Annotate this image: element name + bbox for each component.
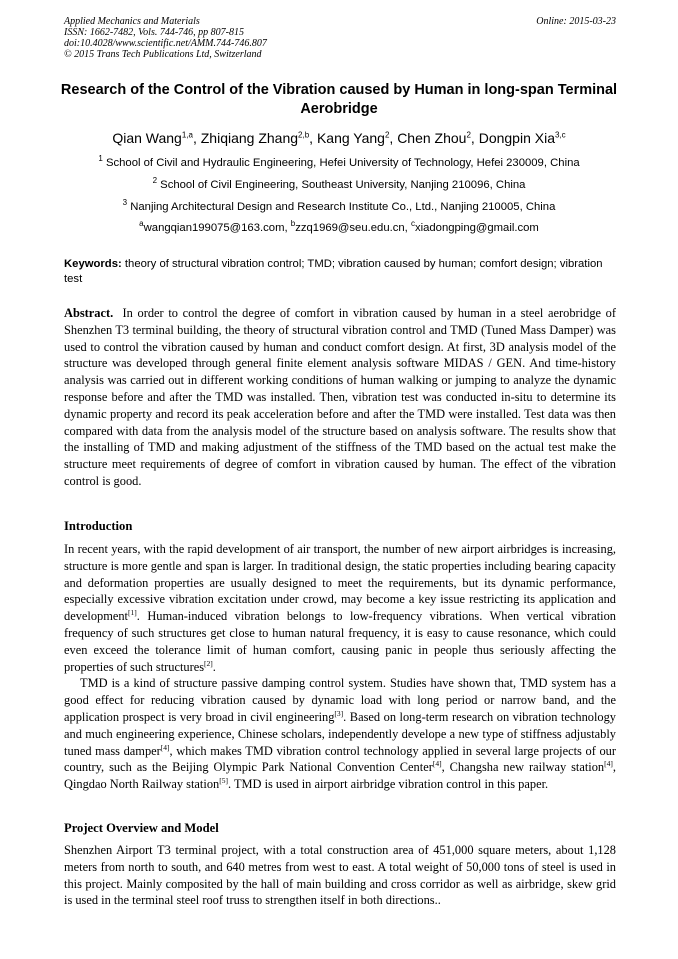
issn-line: ISSN: 1662-7482, Vols. 744-746, pp 807-815 — [64, 27, 244, 38]
affiliation — [0, 156, 678, 170]
citation[interactable]: [4] — [160, 742, 170, 752]
paragraph-text: , Changsha new railway station — [441, 760, 605, 775]
paragraph — [64, 541, 616, 675]
section-heading-introduction: Introduction — [64, 519, 133, 533]
paragraph-text: , which makes TMD vibration control technology applied in several large projects of our country, such as the Beijing Olympic Park National Convention Center — [64, 743, 616, 775]
journal-name: Applied Mechanics and Materials — [64, 16, 200, 27]
citation[interactable]: [1] — [128, 608, 137, 618]
copyright-line: © 2015 Trans Tech Publications Ltd, Switzerland — [64, 49, 262, 60]
author-name: Chen Zhou — [397, 130, 467, 146]
affiliation-text: School of Civil Engineering, Southeast University, Nanjing 210096, China — [160, 179, 526, 191]
affiliation — [0, 200, 678, 214]
author-list: Qian Wang$^{1,a}$, Zhiqiang Zhang$^{2,b}$, Kang Yang$^2$, Chen Zhou$^2$, Dongpin Xia$^{3,c}$ — [112, 130, 566, 146]
abstract — [64, 305, 616, 490]
paper-title: Research of the Control of the Vibration caused by Human in long-span Terminal Aerobridge — [60, 82, 618, 117]
paragraph-text: . Human-induced vibration belongs to low-frequency vibrations. When vertical vibration frequency of such structures get close to human natural frequency, it is easy to cause resonance, which could even exceed the tolerance limit of human comfort, causing panic in people thus seriously affecting the properties of such structures — [64, 609, 616, 674]
author-name: Qian Wang — [112, 130, 182, 146]
paragraph — [64, 675, 616, 793]
author-sup: 2,b — [298, 130, 310, 140]
author-name: Kang Yang — [316, 130, 385, 146]
keywords-text: theory of structural vibration control; TMD; vibration caused by human; comfort design; vibration test — [64, 258, 603, 285]
citation[interactable]: [2] — [204, 658, 213, 668]
introduction-body — [64, 541, 616, 793]
affiliation-sup: 3 — [122, 198, 128, 208]
author-sup: 1,a — [181, 130, 193, 140]
affiliation-text: School of Civil and Hydraulic Engineering, Hefei University of Technology, Hefei 230009, China — [105, 157, 580, 169]
keywords-label: Keywords: — [64, 258, 122, 270]
author-sup: 2 — [466, 130, 471, 140]
affiliation-sup: 2 — [152, 176, 158, 186]
paragraph-text: In recent years, with the rapid development of air transport, the number of new airport airbridges is increasing, structure is more gentle and span is larger. In traditional design, the static properties including bearing capacity and deformation properties are usually designed to meet the requirements, but its dynamic performance, especially excessive vibration excitation under crowd, may become a key issue restricting its application and development — [64, 542, 616, 624]
paragraph: Shenzhen Airport T3 terminal project, with a total construction area of 451,000 square meters, about 1,128 meters from north to south, and 640 metres from west to east. A total weight of 50,000 tons of steel is used in this project. Mainly composited by the hall of main building and cross corridor as well as airbridge, skew grid is used in the terminal steel roof truss to strengthen itself in both directions.. — [64, 843, 616, 908]
keywords — [64, 257, 616, 287]
email-link[interactable]: wangqian199075@163.com — [143, 222, 285, 234]
paragraph-text: TMD is a kind of structure passive damping control system. Studies have shown that, TMD system has a good effect for reducing vibration caused by dynamic load with long period or narrow band, and the application prospect is very broad in civil engineering — [64, 676, 616, 724]
doi-line: doi:10.4028/www.scientific.net/AMM.744-746.807 — [64, 38, 267, 49]
affiliation-text: Nanjing Architectural Design and Research Institute Co., Ltd., Nanjing 210005, China — [130, 201, 556, 213]
email-link[interactable]: xiadongping@gmail.com — [414, 222, 539, 234]
paragraph-text: . — [212, 659, 216, 674]
online-date: Online: 2015-03-23 — [536, 16, 616, 27]
affiliation — [0, 178, 678, 192]
abstract-label: Abstract. — [64, 306, 114, 320]
author-sup: 3,c — [554, 130, 566, 140]
paragraph-text: , Qingdao North Railway station — [64, 760, 616, 792]
email-sup: c — [410, 219, 415, 229]
author-name: Dongpin Xia — [478, 130, 555, 146]
project-overview-body — [64, 842, 616, 909]
email-link[interactable]: zzq1969@seu.edu.cn — [295, 222, 405, 234]
citation[interactable]: [4] — [432, 759, 442, 769]
email-sup: a — [139, 219, 144, 229]
journal-header — [64, 16, 616, 60]
abstract-text: In order to control the degree of comfort in vibration caused by human in a steel aerobridge of Shenzhen T3 terminal building, the theory of structural vibration control and TMD (Tuned Mass Damper) was used to control the vibration caused by human and conduct comfort design. At first, 3D analysis model of the structure was developed through general finite element analysis software MIDAS / GEN. And time-history analysis was carried out in different working conditions of human walking or jumping to analyze the dynamic response before and after the TMD was installed. Then, vibration test was conducted in-situ to determine its dynamic property and record its peak acceleration before and after the TMD were installed. Test data was then compared with data from the analysis model of the structure based on analysis software. The results show that the installing of TMD and making adjustment of the stiffness of the TMD based on the actual test make the structure meet requirements of degree of comfort in vibration caused by human. The effect of the vibration control is good. — [64, 306, 616, 488]
citation[interactable]: [5] — [219, 776, 228, 786]
citation[interactable]: [3] — [334, 708, 344, 718]
paragraph-text: . TMD is used in airport airbridge vibration control in this paper. — [227, 777, 549, 792]
paragraph-text: . Based on long-term research on vibration technology and much engineering experience, Chinese scholars, independently develope a new type of stiffness adjustably tuned mass damper — [64, 709, 616, 758]
author-sup: 2 — [384, 130, 390, 140]
citation[interactable]: [4] — [604, 759, 613, 769]
email-sup: b — [290, 219, 296, 229]
author-name: Zhiqiang Zhang — [200, 130, 299, 146]
affiliation-sup: 1 — [98, 154, 103, 164]
section-heading-project-overview: Project Overview and Model — [64, 821, 219, 835]
email-list: $^a$wangqian199075@163.com, $^b$zzq1969@seu.edu.cn, $^c$xiadongping@gmail.com — [139, 219, 539, 234]
